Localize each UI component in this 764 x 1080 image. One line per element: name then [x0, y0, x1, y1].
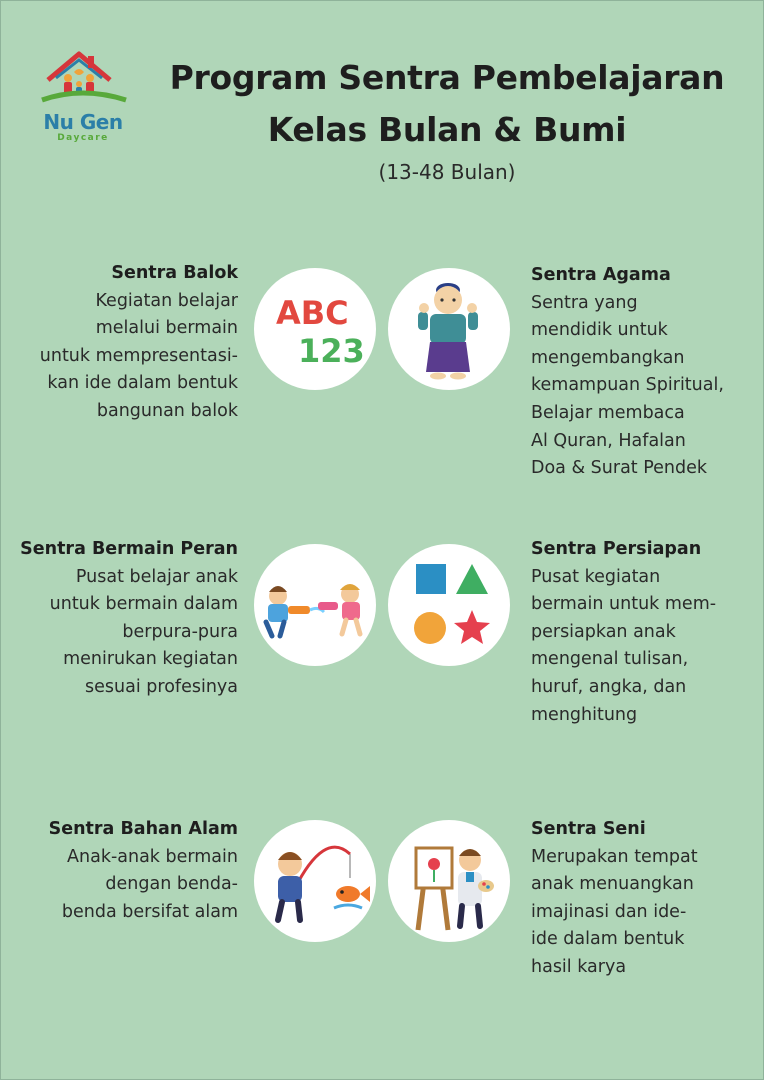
sentra-bahan-alam-line: dengan benda-: [105, 874, 238, 895]
sentra-persiapan-line: bermain untuk mem-: [531, 594, 717, 615]
sentra-agama-line: Doa & Surat Pendek: [531, 458, 708, 479]
boy-painting-icon: [388, 820, 510, 942]
sentra-seni-line: Merupakan tempat: [531, 846, 698, 867]
sentra-agama-line: Sentra yang: [531, 292, 638, 313]
sentra-balok-line: bangunan balok: [96, 400, 238, 421]
page-subtitle: (13-48 Bulan): [378, 160, 516, 184]
sentra-seni-line: anak menuangkan: [531, 874, 694, 895]
shapes-icon: [388, 544, 510, 666]
sentra-balok-block: [0, 260, 238, 426]
sentra-seni-line: hasil karya: [531, 956, 627, 977]
sentra-peran-line: sesuai profesinya: [85, 676, 238, 697]
abc-letters: ABC: [276, 294, 349, 332]
sentra-peran-line: Pusat belajar anak: [75, 566, 238, 587]
sentra-balok-line: kan ide dalam bentuk: [47, 373, 238, 394]
praying-boy-icon: [388, 268, 510, 390]
sentra-seni-line: imajinasi dan ide-: [531, 901, 687, 922]
sentra-seni-title: Sentra Seni: [531, 819, 646, 839]
sentra-persiapan-line: Pusat kegiatan: [531, 566, 661, 587]
sentra-seni-block: [531, 816, 756, 982]
sentra-agama-line: kemampuan Spiritual,: [531, 375, 724, 396]
sentra-peran-line: untuk bermain dalam: [49, 594, 238, 615]
sentra-persiapan-line: huruf, angka, dan: [531, 676, 687, 697]
sentra-bahan-alam-block: [0, 816, 238, 926]
house-family-icon: [34, 48, 134, 118]
sentra-persiapan-line: menghitung: [531, 704, 638, 725]
num-letters: 123: [298, 332, 365, 370]
sentra-agama-line: Belajar membaca: [531, 402, 685, 423]
abc-123-icon: [254, 268, 376, 390]
sentra-bahan-alam-line: Anak-anak bermain: [67, 846, 238, 867]
sentra-persiapan-block: [531, 536, 756, 729]
logo-brand-sub: Daycare: [57, 133, 109, 143]
sentra-seni-line: ide dalam bentuk: [531, 929, 685, 950]
page-title-line2: Kelas Bulan & Bumi: [267, 110, 627, 149]
sentra-persiapan-line: mengenal tulisan,: [531, 649, 689, 670]
sentra-balok-line: melalui bermain: [95, 318, 238, 339]
sentra-peran-line: berpura-pura: [122, 621, 238, 642]
sentra-peran-line: menirukan kegiatan: [63, 649, 238, 670]
sentra-agama-line: Al Quran, Hafalan: [531, 430, 686, 451]
sentra-agama-line: mengembangkan: [531, 347, 685, 368]
sentra-persiapan-line: persiapkan anak: [531, 621, 676, 642]
sentra-persiapan-title: Sentra Persiapan: [531, 539, 702, 559]
sentra-balok-line: untuk mempresentasi-: [39, 345, 238, 366]
page-title-line1: Program Sentra Pembelajaran: [169, 58, 725, 97]
sentra-bahan-alam-title: Sentra Bahan Alam: [48, 819, 238, 839]
sentra-peran-title: Sentra Bermain Peran: [20, 539, 238, 559]
boy-fishing-icon: [254, 820, 376, 942]
sentra-balok-title: Sentra Balok: [111, 263, 238, 283]
sentra-bahan-alam-line: benda bersifat alam: [61, 901, 238, 922]
sentra-agama-title: Sentra Agama: [531, 265, 671, 285]
sentra-peran-block: [0, 536, 238, 702]
logo-brand-name: Nu Gen: [43, 110, 123, 134]
kids-playing-icon: [254, 544, 376, 666]
sentra-agama-line: mendidik untuk: [531, 320, 668, 341]
sentra-agama-block: [531, 262, 756, 483]
sentra-balok-line: Kegiatan belajar: [95, 290, 238, 311]
